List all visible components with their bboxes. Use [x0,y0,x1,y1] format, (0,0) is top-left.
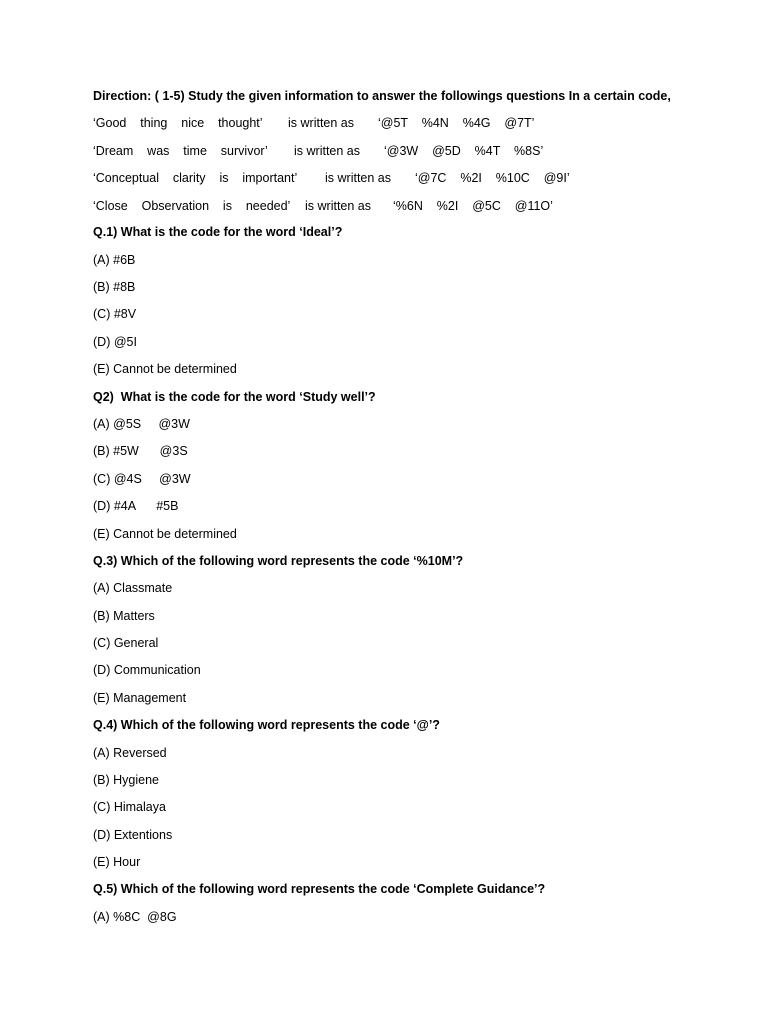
answer-option: (C) Himalaya [93,800,166,814]
answer-option: (B) #5W @3S [93,444,188,458]
answer-option: (D) @5I [93,335,137,349]
code-value: ‘@5T %4N %4G @7T’ [378,116,535,130]
answer-option: (C) @4S @3W [93,472,191,486]
code-phrase: ‘Conceptual clarity is important’ [93,171,298,185]
answer-option: (A) @5S @3W [93,417,190,431]
answer-option: (E) Cannot be determined [93,527,237,541]
code-value: ‘@3W @5D %4T %8S’ [384,144,544,158]
answer-option: (A) %8C @8G [93,910,177,924]
code-value: ‘@7C %2I %10C @9I’ [415,171,570,185]
answer-option: (E) Cannot be determined [93,362,237,376]
code-phrase: ‘Close Observation is needed’ [93,199,291,213]
answer-option: (A) #6B [93,253,136,267]
answer-option: (A) Classmate [93,581,173,595]
direction-text: Direction: ( 1-5) Study the given information to answer the followings questions In a certain code, [93,89,671,103]
answer-option: (A) Reversed [93,746,167,760]
answer-option: (E) Management [93,691,187,705]
code-connector: is written as [294,144,360,158]
code-phrase: ‘Good thing nice thought’ [93,116,263,130]
code-phrase: ‘Dream was time survivor’ [93,144,268,158]
answer-option: (C) General [93,636,159,650]
answer-option: (D) #4A #5B [93,499,179,513]
answer-option: (E) Hour [93,855,141,869]
question-title: Q.4) Which of the following word represents the code ‘@’? [93,718,440,732]
answer-option: (D) Extentions [93,828,173,842]
question-title: Q.1) What is the code for the word ‘Ideal’? [93,225,343,239]
answer-option: (D) Communication [93,663,201,677]
code-connector: is written as [288,116,354,130]
question-title: Q.5) Which of the following word represents the code ‘Complete Guidance’? [93,882,546,896]
question-title: Q.3) Which of the following word represents the code ‘%10M’? [93,554,464,568]
code-value: ‘%6N %2I @5C @11O’ [393,199,553,213]
code-connector: is written as [305,199,371,213]
answer-option: (B) Matters [93,609,155,623]
answer-option: (C) #8V [93,307,137,321]
question-title: Q2) What is the code for the word ‘Study well’? [93,390,376,404]
code-connector: is written as [325,171,391,185]
answer-option: (B) Hygiene [93,773,159,787]
answer-option: (B) #8B [93,280,136,294]
